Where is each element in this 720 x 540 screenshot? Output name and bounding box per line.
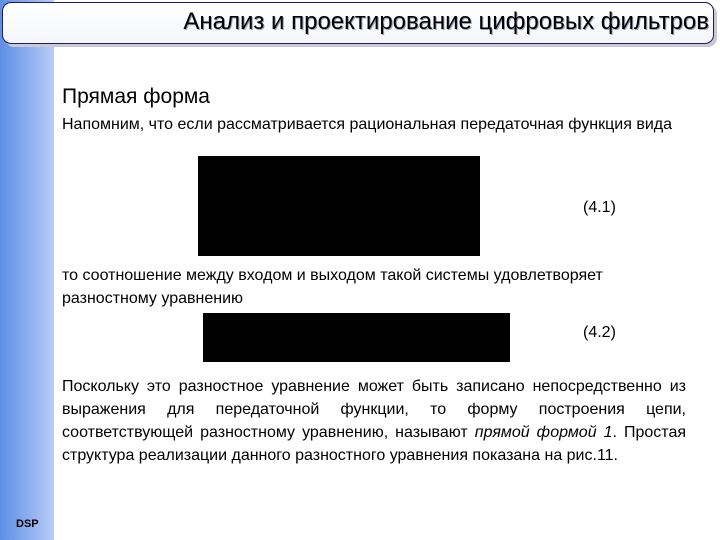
equation-number-4-2: (4.2) [583,324,616,341]
equation-number-4-1: (4.1) [583,199,616,216]
intro-paragraph: Напомним, что если рассматривается рациональная передаточная функция вида [62,116,672,133]
conclusion-text-end: . Простая структура реализации данного разностного уравнения показана на рис.11. [62,424,687,464]
formula-image-4-1 [198,156,480,256]
formula-image-4-2 [203,313,510,362]
conclusion-paragraph [62,375,686,467]
slide-title: Анализ и проектирование цифровых фильтров [183,8,709,35]
footer-label: DSP [16,518,39,530]
conclusion-text-start: Поскольку это разностное уравнение может быть записано непосредственно из выражения для передаточной функции, то форму построения цепи, соответствующей разностному уравнению, называют [62,378,686,441]
direct-form-term: прямой формой 1 [474,424,613,441]
between-paragraph: то соотношение между входом и выходом такой системы удовлетворяет разностному уравнению [62,267,603,307]
left-accent-bar [0,0,54,540]
title-banner [2,2,714,44]
section-heading: Прямая форма [62,85,210,108]
